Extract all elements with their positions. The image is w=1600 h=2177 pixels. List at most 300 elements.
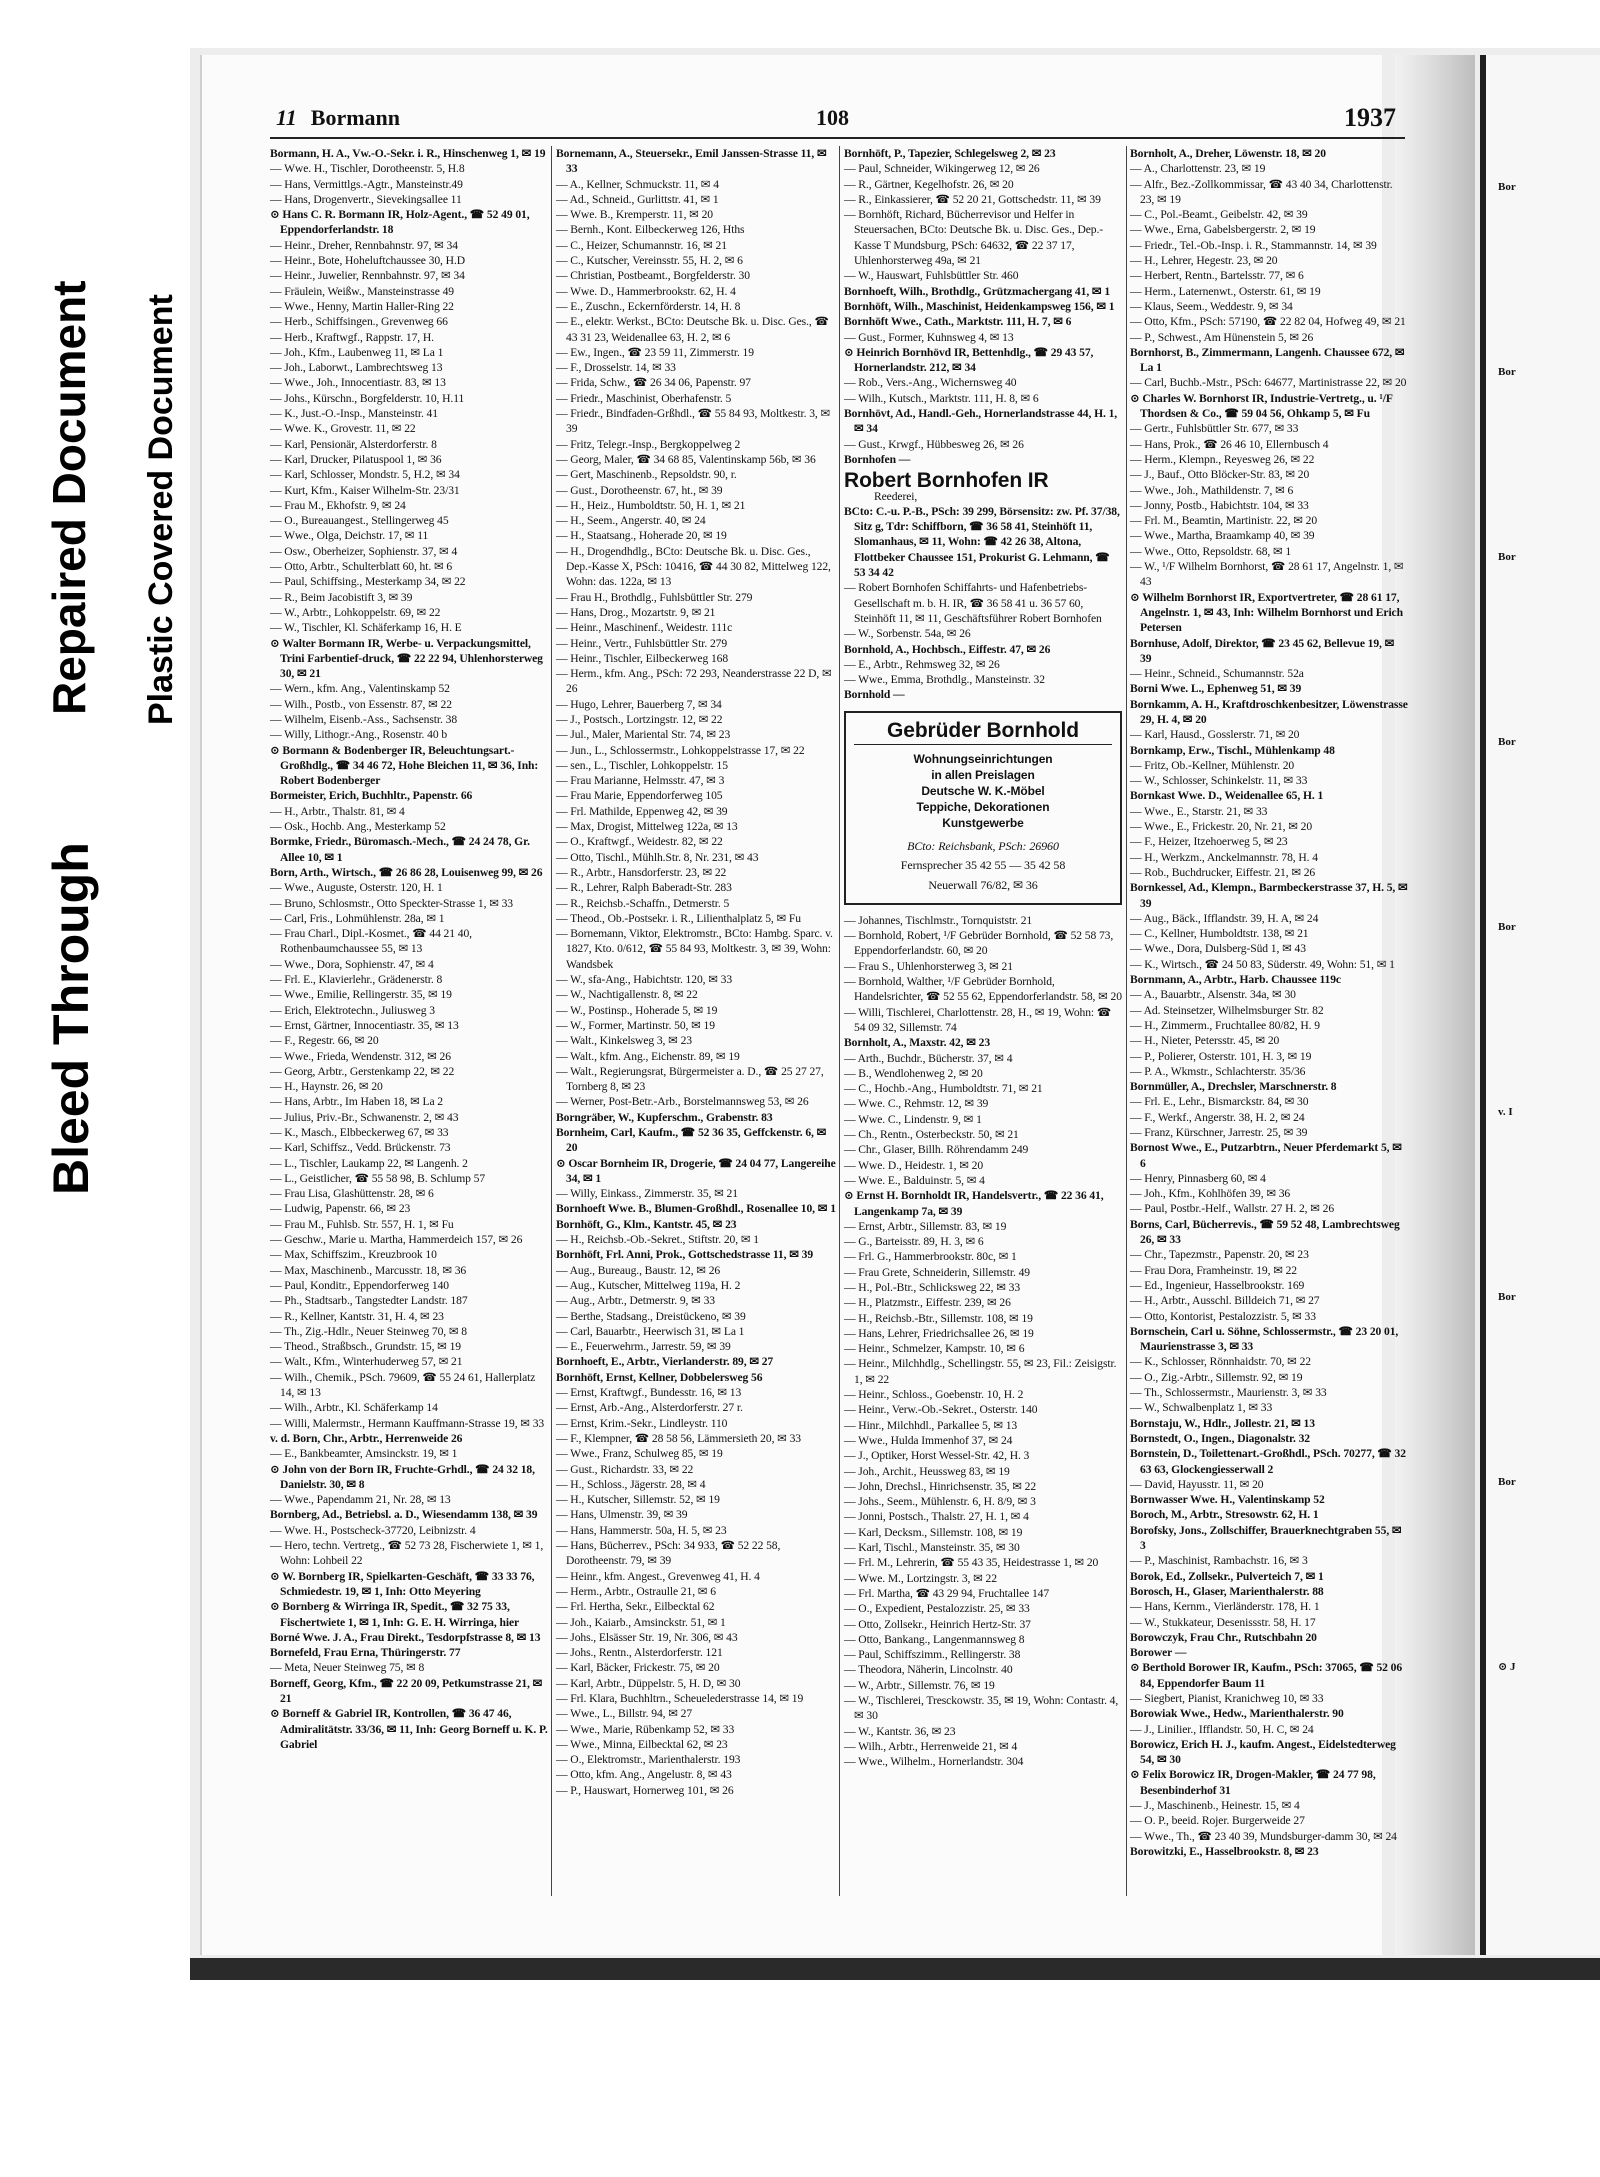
directory-entry: — Theod., Straßbsch., Grundstr. 15, ✉ 19 [270,1340,461,1354]
directory-entry: — Ernst, Arb.-Ang., Alsterdorferstr. 27 r. [556,1401,743,1415]
directory-entry: Bornefeld, Frau Erna, Thüringerstr. 77 [270,1646,461,1660]
featured-entry-subtitle: Reederei, [874,489,918,503]
directory-entry: — W., Tischler, Kl. Schäferkamp 16, H. E [270,621,462,635]
directory-entry: — W., Arbtr., Sillemstr. 76, ✉ 19 [844,1678,995,1692]
directory-entry: — R., Einkassierer, ☎ 52 20 21, Gottschedstr. 11, ✉ 39 [844,192,1101,206]
directory-entry: — C., Kellner, Humboldtstr. 138, ✉ 21 [1130,927,1309,941]
directory-entry: — Johs., Kürschn., Borgfelderstr. 10, H.11 [270,391,465,405]
directory-entry: — Hans, Vermittlgs.-Agtr., Mansteinstr.49 [270,177,463,191]
directory-entry: — H., Werkzm., Anckelmannstr. 78, H. 4 [1130,850,1318,864]
directory-entry: — Carl, Buchb.-Mstr., PSch: 64677, Martinistrasse 22, ✉ 20 [1130,376,1407,390]
directory-entry: — Paul, Schiffszimm., Rellingerstr. 38 [844,1648,1021,1662]
directory-entry: — Max, Drogist, Mittelweg 122a, ✉ 13 [556,820,738,834]
directory-entry: — W., Postinsp., Hoherade 5, ✉ 19 [556,1003,718,1017]
directory-entry: — Geschw., Marie u. Martha, Hammerdeich 157, ✉ 26 [270,1233,523,1247]
directory-entry: — Otto, Zollsekr., Heinrich Hertz-Str. 37 [844,1617,1031,1631]
directory-entry: — Wwe., E., Frickestr. 20, Nr. 21, ✉ 20 [1130,820,1313,834]
directory-entry: — H., Haynstr. 26, ✉ 20 [270,1080,383,1094]
directory-entry: — Wwe., Henny, Martin Haller-Ring 22 [270,299,454,313]
directory-entry: — F., Klempner, ☎ 28 58 56, Lämmersieth 20, ✉ 33 [556,1431,801,1445]
adjacent-page-fragment: ⊙ J [1498,1661,1516,1673]
directory-entry: — Johs., Rentn., Alsterdorferstr. 121 [556,1646,723,1660]
directory-entry: — Wwe., Th., ☎ 23 40 39, Mundsburger-damm 30, ✉ 24 [1130,1829,1397,1843]
directory-entry: — Wwe. C., Lindenstr. 9, ✉ 1 [844,1112,982,1126]
directory-entry: Borowiak Wwe., Hedw., Marienthalerstr. 90 [1130,1707,1344,1721]
directory-entry: — Ed., Ingenieur, Hasselbrookstr. 169 [1130,1278,1305,1292]
directory-entry: — Aug., Bureaug., Baustr. 12, ✉ 26 [556,1263,721,1277]
adjacent-page-fragment: Bor [1498,366,1516,378]
directory-entry: — Willi, Malermstr., Hermann Kauffmann-Strasse 19, ✉ 33 [270,1416,545,1430]
directory-column-4 [1130,146,1408,1859]
directory-entry: — O., Elektromstr., Marienthalerstr. 193 [556,1753,741,1767]
directory-entry: — L., Geistlicher, ☎ 55 58 98, B. Schlump 57 [270,1171,486,1185]
directory-entry: Borowicz, Erich H. J., kaufm. Angest., Eidelstedterweg 54, ✉ 30 [1130,1737,1396,1767]
directory-entry: — Frl. Mathilde, Eppenweg 42, ✉ 39 [556,804,728,818]
plastic-covered-label: Plastic Covered Document [142,294,180,725]
directory-entry: — J., Maschinenb., Heinestr. 15, ✉ 4 [1130,1799,1300,1813]
directory-entry: Bornholt, A., Maxstr. 42, ✉ 23 [844,1036,991,1050]
directory-entry: — E., Bankbeamter, Amsinckstr. 19, ✉ 1 [270,1447,458,1461]
directory-entry: — Jonny, Postb., Habichtstr. 104, ✉ 33 [1130,498,1309,512]
directory-entry: — Otto, Tischl., Mühlh.Str. 8, Nr. 231, ✉ 43 [556,850,759,864]
directory-entry: — Wwe., Martha, Braamkamp 40, ✉ 39 [1130,529,1315,543]
directory-entry: — Jul., Maler, Mariental Str. 74, ✉ 23 [556,728,731,742]
directory-entry: — W., Sorbenstr. 54a, ✉ 26 [844,627,971,641]
directory-entry: — Hugo, Lehrer, Bauerberg 7, ✉ 34 [556,697,722,711]
ad-line: Wohnungseinrichtungen [913,751,1053,766]
directory-entry: — Theod., Ob.-Postsekr. i. R., Lilienthalplatz 5, ✉ Fu [556,911,801,925]
directory-entry: — Ch., Rentn., Osterbeckstr. 50, ✉ 21 [844,1128,1019,1142]
directory-entry: Borower — [1130,1646,1187,1660]
directory-entry: — Hans, Hammerstr. 50a, H. 5, ✉ 23 [556,1523,727,1537]
directory-entry: — Karl, Schlosser, Mondstr. 5, H.2, ✉ 34 [270,468,460,482]
directory-entry: — L., Tischler, Laukamp 22, ✉ Langenh. 2 [270,1156,468,1170]
directory-entry: — Herm., Arbtr., Ostraulle 21, ✉ 6 [556,1584,716,1598]
page-number: 108 [816,105,849,130]
directory-entry: — Aug., Kutscher, Mittelweg 119a, H. 2 [556,1278,741,1292]
directory-entry: Bornhöft, P., Tapezier, Schlegelsweg 2, ✉ 23 [844,147,1056,160]
directory-entry: — Heinr., Milchhdlg., Schellingstr. 55, ✉ 23, Fil.: Zeisigstr. 1, ✉ 22 [844,1357,1117,1386]
ad-line: Kunstgewerbe [942,815,1024,830]
directory-entry: ⊙ Walter Bormann IR, Werbe- u. Verpackungsmittel, Trini Farbentief-druck, ☎ 22 22 94, Uhlenhorsterweg 30, ✉ 21 [270,636,543,681]
directory-entry: — Wwe., Franz, Schulweg 85, ✉ 19 [556,1447,723,1461]
directory-entry: — H., Seem., Angerstr. 40, ✉ 24 [556,514,706,528]
directory-entry: — W., Stukkateur, Desenissstr. 58, H. 17 [1130,1615,1316,1629]
directory-entry: — Wwe., Wilhelm., Hornerlandstr. 304 [844,1755,1024,1769]
directory-entry: Bornhöft, Ernst, Kellner, Dobbelersweg 56 [556,1370,763,1384]
directory-entry: — R., Kellner, Kantstr. 31, H. 4, ✉ 23 [270,1309,444,1323]
directory-entry: — Walt., Kfm., Winterhuderweg 57, ✉ 21 [270,1355,463,1369]
directory-entry: — Wilh., Kutsch., Marktstr. 111, H. 8, ✉ 6 [844,391,1039,405]
directory-entry: Bornkamp, Erw., Tischl., Mühlenkamp 48 [1130,743,1335,757]
directory-entry: — H., Arbtr., Thalstr. 81, ✉ 4 [270,804,405,818]
directory-entry: — Wwe., Otto, Repsoldstr. 68, ✉ 1 [1130,544,1292,558]
directory-entry: — Fritz, Ob.-Kellner, Mühlenstr. 20 [1130,758,1295,772]
directory-entry: — Friedr., Maschinist, Oberhafenstr. 5 [556,391,732,405]
directory-entry: — Gertr., Fuhlsbüttler Str. 677, ✉ 33 [1130,422,1299,436]
directory-entry: — Ph., Stadtsarb., Tangstedter Landstr. 187 [270,1294,468,1308]
directory-entry: Borowitzki, E., Hasselbrookstr. 8, ✉ 23 [1130,1844,1319,1858]
directory-entry: Borngräber, W., Kupferschm., Grabenstr. 83 [556,1110,773,1124]
directory-entry: — Ew., Ingen., ☎ 23 59 11, Zimmerstr. 19 [556,345,754,359]
directory-entry: — Heinr., Dreher, Rennbahnstr. 97, ✉ 34 [270,238,458,252]
directory-entry: Bornhöft, G., Klm., Kantstr. 45, ✉ 23 [556,1217,737,1231]
directory-entry: — Wwe., Minna, Eilbecktal 62, ✉ 23 [556,1737,728,1751]
directory-entry: — O., Bureauangest., Stellingerweg 45 [270,514,449,528]
directory-entry: — Paul, Konditr., Eppendorferweg 140 [270,1278,449,1292]
directory-entry: Bornhofen — [844,452,911,466]
directory-entry: — K., Masch., Elbbeckerweg 67, ✉ 33 [270,1126,449,1139]
directory-entry: — Walt., kfm. Ang., Eichenstr. 89, ✉ 19 [556,1049,740,1063]
directory-entry: — H., Kutscher, Sillemstr. 52, ✉ 19 [556,1493,720,1507]
directory-entry: — Hans, Drog., Mozartstr. 9, ✉ 21 [556,605,716,619]
directory-entry: — H., Lehrer, Hegestr. 23, ✉ 20 [1130,254,1278,268]
directory-entry: — Wwe., Auguste, Osterstr. 120, H. 1 [270,881,443,895]
directory-entry: Bornhold — [844,688,905,702]
directory-entry: — Max, Maschinenb., Marcusstr. 18, ✉ 36 [270,1263,467,1277]
directory-entry: — Paul, Postbr.-Helf., Wallstr. 27 H. 2, ✉ 26 [1130,1202,1335,1216]
directory-entry: — Jonni, Postsch., Thalstr. 27, H. 1, ✉ 4 [844,1510,1029,1524]
directory-entry: — Frau Lisa, Glashüttenstr. 28, ✉ 6 [270,1187,434,1201]
directory-entry: — Frl. Klara, Buchhltrn., Scheuelederstrasse 14, ✉ 19 [556,1691,804,1705]
directory-entry: — Joh., Laborwt., Lambrechtsweg 13 [270,361,443,375]
directory-entry: — R., Lehrer, Ralph Baberadt-Str. 283 [556,881,732,895]
directory-entry: — Max, Schiffszim., Kreuzbrook 10 [270,1248,437,1262]
adjacent-page-fragment: Bor [1498,181,1516,193]
adjacent-page-fragment: Bor [1498,551,1516,563]
directory-entry: — Paul, Schiffsing., Mesterkamp 34, ✉ 22 [270,575,466,589]
adjacent-page-fragment: Bor [1498,1291,1516,1303]
directory-entry: — Wern., kfm. Ang., Valentinskamp 52 [270,682,450,696]
directory-entry: Borok, Ed., Zollsekr., Pulverteich 7, ✉ 1 [1130,1569,1324,1583]
directory-entry: — Frl. G., Hammerbrookstr. 80c, ✉ 1 [844,1250,1017,1264]
directory-entry: — Ernst, Kraftwgf., Bundesstr. 16, ✉ 13 [556,1386,742,1400]
directory-entry: — Frau Charl., Dipl.-Kosmet., ☎ 44 21 40, Rothenbaumchaussee 55, ✉ 13 [270,927,472,956]
directory-entry: — Wilhelm, Eisenb.-Ass., Sachsenstr. 38 [270,712,458,726]
directory-entry: — Wilh., Arbtr., Herrenweide 21, ✉ 4 [844,1739,1018,1753]
directory-entry: — Heinr., Maschinenf., Weidestr. 111c [556,621,733,635]
directory-entry: — Herm., Laternenwt., Osterstr. 61, ✉ 19 [1130,284,1321,298]
adjacent-page-fragment: Bor [1498,736,1516,748]
directory-entry: — Christian, Postbeamt., Borgfelderstr. 30 [556,269,750,283]
directory-entry: — Chr., Glaser, Billh. Röhrendamm 249 [844,1143,1029,1157]
directory-entry: — Wilh., Postb., von Essenstr. 87, ✉ 22 [270,697,452,711]
directory-entry: — Wwe. E., Balduinstr. 5, ✉ 4 [844,1173,985,1187]
directory-entry: — Frau Marie, Eppendorferweg 105 [556,789,723,803]
directory-entry: — P., Schwest., Am Hünenstein 5, ✉ 26 [1130,330,1314,344]
directory-entry: — Johs., Elsässer Str. 19, Nr. 306, ✉ 43 [556,1630,738,1644]
directory-entry: — Hinr., Milchhdl., Parkallee 5, ✉ 13 [844,1418,1018,1432]
directory-entry: — Georg, Arbtr., Gerstenkamp 22, ✉ 22 [270,1064,455,1078]
ad-phone: Fernsprecher 35 42 55 — 35 42 58 [900,858,1066,873]
directory-entry: — Heinr., kfm. Angest., Grevenweg 41, H. 4 [556,1569,760,1583]
directory-entry: — Frau Dora, Framheinstr. 19, ✉ 22 [1130,1263,1297,1277]
directory-entry: — W., Hauswart, Fuhlsbüttler Str. 460 [844,269,1019,283]
directory-entry: — E., Zuschn., Eckernförderstr. 14, H. 8 [556,299,741,313]
directory-entry: — Carl, Bauarbtr., Heerwisch 31, ✉ La 1 [556,1324,745,1338]
directory-entry: — R., Beim Jacobistift 3, ✉ 39 [270,590,413,604]
directory-entry: — Carl, Fris., Lohmühlenstr. 28a, ✉ 1 [270,911,445,925]
directory-entry: — Arth., Buchdr., Bücherstr. 37, ✉ 4 [844,1051,1013,1065]
directory-entry: — Karl, Bäcker, Frickestr. 75, ✉ 20 [556,1661,720,1675]
directory-entry: — H., Drogendhdlg., BCto: Deutsche Bk. u. Disc. Ges., Dep.-Kasse X, PSch: 10416, ☎ 44 30 82, Mittelweg 122, Wohn: das. 122a, ✉ 13 [556,544,831,589]
directory-entry: — H., Arbtr., Ausschl. Billdeich 71, ✉ 27 [1130,1294,1320,1308]
directory-entry: Bornstedt, O., Ingen., Diagonalstr. 32 [1130,1431,1311,1445]
directory-entry: Bornemann, A., Steuersekr., Emil Janssen-Strasse 11, ✉ 33 [556,147,827,176]
annotation-labels [0,0,200,2177]
directory-entry: Borns, Carl, Bücherrevis., ☎ 59 52 48, Lambrechtsweg 26, ✉ 33 [1130,1217,1400,1247]
directory-entry: — Frau M., Ekhofstr. 9, ✉ 24 [270,498,406,512]
directory-entry: — F., Drosselstr. 14, ✉ 33 [556,361,676,375]
directory-entry: Bornwasser Wwe. H., Valentinskamp 52 [1130,1493,1325,1507]
directory-entry: — Erich, Elektrotechn., Juliusweg 3 [270,1003,435,1017]
directory-entry: Bornstein, D., Toilettenart.-Großhdl., PSch. 70277, ☎ 32 63 63, Glockengiesserwall 2 [1130,1447,1406,1476]
directory-entry: — Heinr., Tischler, Eilbeckerweg 168 [556,651,729,665]
directory-entry: — Wwe., Joh., Mathildenstr. 7, ✉ 6 [1130,483,1294,497]
directory-entry: — David, Hayusstr. 11, ✉ 20 [1130,1477,1264,1491]
directory-entry: Borné Wwe. J. A., Frau Direkt., Tesdorpfstrasse 8, ✉ 13 [270,1630,541,1644]
ad-lines [854,751,1112,831]
directory-entry: — Karl, Tischl., Mansteinstr. 35, ✉ 30 [844,1541,1020,1555]
directory-entry: — Bornhold, Walther, ¹/F Gebrüder Bornhold, Handelsrichter, ☎ 52 55 62, Eppendorferlandstr. 58, ✉ 20 [844,975,1122,1004]
directory-entry: ⊙ Charles W. Bornhorst IR, Industrie-Vertretg., u. ¹/F Thordsen & Co., ☎ 59 04 56, Ohkamp 5, ✉ Fu [1130,391,1393,421]
directory-entry: — Friedr., Tel.-Ob.-Insp. i. R., Stammannstr. 14, ✉ 39 [1130,238,1377,252]
directory-entry: Bornschein, Carl u. Söhne, Schlossermstr., ☎ 23 20 01, Maurienstrasse 3, ✉ 33 [1130,1324,1399,1354]
directory-entry: — Willy, Einkass., Zimmerstr. 35, ✉ 21 [556,1187,738,1201]
directory-entry: — Wwe., Emilie, Rellingerstr. 35, ✉ 19 [270,988,452,1002]
ad-bank: BCto: Reichsbank, PSch: 26960 [907,838,1059,853]
directory-entry: — Osk., Hochb. Ang., Mesterkamp 52 [270,820,446,834]
directory-entry: — F., Werkf., Angerstr. 38, H. 2, ✉ 24 [1130,1110,1305,1124]
directory-entry: — Fräulein, Weißw., Mansteinstrasse 49 [270,284,454,298]
directory-entry: — W., Schlosser, Schinkelstr. 11, ✉ 33 [1130,774,1308,788]
directory-entry: — Wwe., Emma, Brothdlg., Mansteinstr. 32 [844,673,1045,687]
directory-entry: Bornmann, A., Arbtr., Harb. Chaussee 119c [1130,973,1341,987]
directory-entry: — Johs., Seem., Mühlenstr. 6, H. 8/9, ✉ 3 [844,1495,1036,1509]
featured-entry [844,469,1122,702]
directory-entry: — Frl. Hertha, Sekr., Eilbecktal 62 [556,1600,715,1614]
directory-entry: — Johannes, Tischlmstr., Tornquiststr. 21 [844,913,1033,927]
directory-entry: — Hero, techn. Vertretg., ☎ 52 73 28, Fischerwiete 1, ✉ 1, Wohn: Lohbeil 22 [270,1539,544,1568]
directory-entry: — Wwe., Erna, Gabelsbergerstr. 2, ✉ 19 [1130,223,1316,237]
directory-entry: — Heinr., Schmelzer, Kampstr. 10, ✉ 6 [844,1342,1025,1356]
directory-entry: — J., Linilier., Ifflandstr. 50, H. C, ✉ 24 [1130,1722,1314,1736]
directory-entry: — O., Kraftwgf., Weidestr. 82, ✉ 22 [556,835,723,849]
directory-entry: — B., Wendlohenweg 2, ✉ 20 [844,1066,983,1080]
directory-entry: — H., Platzmstr., Eiffestr. 239, ✉ 26 [844,1296,1011,1310]
directory-entry: — Wwe., E., Starstr. 21, ✉ 33 [1130,804,1268,818]
directory-entry: — Karl, Hausd., Gosslerstr. 71, ✉ 20 [1130,728,1300,742]
directory-entry: ⊙ Oscar Bornheim IR, Drogerie, ☎ 24 04 77, Langereihe 34, ✉ 1 [556,1156,836,1185]
featured-entry-details [844,504,1122,703]
directory-entry: — Herbert, Rentn., Bartelsstr. 77, ✉ 6 [1130,269,1304,283]
adjacent-page-fragment: v. I [1498,1106,1513,1118]
directory-entry: — Frl. E., Lehr., Bismarckstr. 84, ✉ 30 [1130,1095,1309,1109]
directory-entry: — Wwe., Dora, Dulsberg-Süd 1, ✉ 43 [1130,942,1306,956]
directory-entry: — Meta, Neuer Steinweg 75, ✉ 8 [270,1661,425,1675]
adjacent-page-fragment: Bor [1498,921,1516,933]
directory-entry: — Joh., Kaiarb., Amsinckstr. 51, ✉ 1 [556,1615,726,1629]
directory-entry: — Wwe. D., Heidestr. 1, ✉ 20 [844,1158,984,1172]
directory-entry: — P., Maschinist, Rambachstr. 16, ✉ 3 [1130,1554,1308,1568]
directory-entry: Bornhövt, Ad., Handl.-Geh., Hornerlandstrasse 44, H. 1, ✉ 34 [844,407,1118,436]
directory-entry: ⊙ Bornberg & Wirringa IR, Spedit., ☎ 32 75 33, Fischertwiete 1, ✉ 1, Inh: G. E. H. Wirringa, hier [270,1600,520,1629]
running-head-title: Bormann [310,105,401,130]
page-header [276,105,1396,139]
directory-entry: — Georg, Maler, ☎ 34 68 85, Valentinskamp 56b, ✉ 36 [556,452,816,466]
year-label: 1937 [1344,103,1396,132]
directory-column-1 [270,146,548,1752]
directory-entry: Bornhorst, B., Zimmermann, Langenh. Chaussee 672, ✉ La 1 [1130,345,1405,375]
directory-entry: ⊙ Heinrich Bornhövd IR, Bettenhdlg., ☎ 29 43 57, Hornerlandstr. 212, ✉ 34 [844,345,1094,375]
directory-entry: Boroch, M., Arbtr., Stresowstr. 62, H. 1 [1130,1508,1319,1522]
directory-entry: — Friedr., Bindfaden-Grßhdl., ☎ 55 84 93, Moltkestr. 3, ✉ 39 [556,407,831,436]
directory-column-2 [556,146,836,1798]
directory-entry: Bornhöft, Frl. Anni, Prok., Gottschedstrasse 11, ✉ 39 [556,1248,814,1262]
directory-entry: — Werner, Post-Betr.-Arb., Borstelmannsweg 53, ✉ 26 [556,1095,809,1109]
directory-entry: — Ad. Steinsetzer, Wilhelmsburger Str. 82 [1130,1003,1324,1017]
directory-entry: — Gust., Former, Kuhnsweg 4, ✉ 13 [844,330,1014,344]
adjacent-page-fragment: Bor [1498,1476,1516,1488]
directory-entry: — Henry, Pinnasberg 60, ✉ 4 [1130,1171,1266,1185]
directory-entry: Borosch, H., Glaser, Marienthalerstr. 88 [1130,1584,1324,1598]
directory-entry: ⊙ Hans C. R. Bormann IR, Holz-Agent., ☎ 52 49 01, Eppendorferlandstr. 18 [270,208,530,237]
directory-entry: — Osw., Oberheizer, Sophienstr. 37, ✉ 4 [270,544,458,558]
directory-entry: Borofsky, Jons., Zollschiffer, Brauerknechtgraben 55, ✉ 3 [1130,1523,1402,1553]
directory-entry: — sen., L., Tischler, Lohkoppelstr. 15 [556,758,728,772]
directory-entry: — Frau S., Uhlenhorsterweg 3, ✉ 21 [844,959,1013,973]
directory-entry: — Siegbert, Pianist, Kranichweg 10, ✉ 33 [1130,1691,1324,1705]
directory-entry: — Wwe., Papendamm 21, Nr. 28, ✉ 13 [270,1493,451,1507]
directory-entry: — Aug., Arbtr., Detmerstr. 9, ✉ 33 [556,1294,715,1308]
bleed-through-label: Bleed Through [43,842,99,1195]
column-3-entries [844,146,1122,467]
directory-entry: — Walt., Regierungsrat, Bürgermeister a. D., ☎ 25 27 27, Tornberg 8, ✉ 23 [556,1064,824,1094]
directory-entry: — Gust., Richardstr. 33, ✉ 22 [556,1462,694,1476]
directory-entry: — Wwe. K., Grovestr. 11, ✉ 22 [270,422,416,436]
directory-entry: Bornheim, Carl, Kaufm., ☎ 52 36 35, Geffckenstr. 6, ✉ 20 [556,1126,827,1155]
featured-entry-title: Robert Bornhofen IR [844,469,1049,493]
directory-entry: v. d. Born, Chr., Arbtr., Herrenweide 26 [270,1431,463,1445]
directory-entry: — Ernst, Arbtr., Sillemstr. 83, ✉ 19 [844,1219,1007,1233]
directory-entry: ⊙ Berthold Borower IR, Kaufm., PSch: 37065, ☎ 52 06 84, Eppendorfer Baum 11 [1130,1661,1403,1690]
directory-entry: — C., Pol.-Beamt., Geibelstr. 42, ✉ 39 [1130,208,1308,222]
directory-entry: Bormann, H. A., Vw.-O.-Sekr. i. R., Hinschenweg 1, ✉ 19 [270,147,546,160]
directory-entry: — O. P., beeid. Rojer. Burgerweide 27 [1130,1814,1305,1828]
directory-entry: — Bruno, Schlosmstr., Otto Speckter-Strasse 1, ✉ 33 [270,896,514,910]
directory-entry: ⊙ Felix Borowicz IR, Drogen-Makler, ☎ 24 77 98, Besenbinderhof 31 [1130,1768,1376,1797]
directory-entry: — Wilh., Chemik., PSch. 79609, ☎ 55 24 61, Hallerplatz 14, ✉ 13 [270,1370,536,1400]
directory-entry: — Julius, Priv.-Br., Schwanenstr. 2, ✉ 43 [270,1110,459,1124]
directory-entry: Bornstaju, W., Hdlr., Jollestr. 21, ✉ 13 [1130,1416,1315,1430]
directory-entry: — Karl, Schiffsz., Vedd. Brückenstr. 73 [270,1141,451,1155]
directory-entry: — Otto, Kfm., PSch: 57190, ☎ 22 82 04, Hofweg 49, ✉ 21 [1130,315,1406,329]
directory-entry: — Ernst, Gärtner, Innocentiastr. 35, ✉ 13 [270,1018,459,1032]
directory-entry: — Heinr., Schloss., Goebenstr. 10, H. 2 [844,1388,1024,1402]
directory-entry: — W., sfa-Ang., Habichtstr. 120, ✉ 33 [556,973,733,987]
directory-entry: Bormke, Friedr., Büromasch.-Mech., ☎ 24 24 78, Gr. Allee 10, ✉ 1 [270,835,530,864]
directory-entry: — Hans, Kernm., Vierländerstr. 178, H. 1 [1130,1600,1320,1614]
directory-entry: — Wwe. C., Rehmstr. 12, ✉ 39 [844,1097,989,1111]
directory-entry: — H., Reichsb.-Btr., Sillemstr. 108, ✉ 19 [844,1311,1033,1325]
directory-entry: — Bernh., Kont. Eilbeckerweg 126, Hths [556,223,745,237]
directory-entry: — W., Nachtigallenstr. 8, ✉ 22 [556,988,698,1002]
directory-entry: — E., Arbtr., Rehmsweg 32, ✉ 26 [844,657,1000,671]
directory-entry: — Otto, kfm. Ang., Angelustr. 8, ✉ 43 [556,1768,732,1782]
directory-entry: — Franz, Kürschner, Jarrestr. 25, ✉ 39 [1130,1126,1308,1139]
directory-entry: — Joh., Kfm., Kohlhöfen 39, ✉ 36 [1130,1187,1291,1201]
directory-entry: — Hans, Prok., ☎ 26 46 10, Ellernbusch 4 [1130,437,1329,451]
column-rule [1126,146,1127,1896]
directory-column-3 [844,146,1122,1770]
directory-entry: — Alfr., Bez.-Zollkommissar, ☎ 43 40 34, Charlottenstr. 23, ✉ 19 [1130,177,1393,206]
directory-entry: — Bornemann, Viktor, Elektromstr., BCto: Hambg. Sparc. v. 1827, Kto. 0/612, ☎ 55 84 93, Moltkestr. 3, ✉ 39, Wohn: Wandsbek [556,927,833,971]
directory-entry: — Frl. Martha, ☎ 43 29 94, Fruchtallee 147 [844,1586,1050,1600]
directory-entry: — Frl. M., Lehrerin, ☎ 55 43 35, Heidestrasse 1, ✉ 20 [844,1556,1099,1570]
directory-entry: — Theodora, Näherin, Lincolnstr. 40 [844,1663,1013,1677]
directory-entry: — P., Hauswart, Hornerweg 101, ✉ 26 [556,1783,734,1797]
directory-entry: — H., Nieter, Petersstr. 45, ✉ 20 [1130,1034,1280,1048]
directory-entry: Bornmüller, A., Drechsler, Marschnerstr. 8 [1130,1080,1337,1094]
directory-entry: Bornkessel, Ad., Klempn., Barmbeckerstrasse 37, H. 5, ✉ 39 [1130,881,1408,910]
directory-entry: — Fritz, Telegr.-Insp., Bergkoppelweg 2 [556,437,741,451]
directory-entry: — Ad., Schneid., Gurlittstr. 41, ✉ 1 [556,192,719,206]
directory-entry: — Wwe., Olga, Deichstr. 17, ✉ 11 [270,529,429,543]
directory-entry: — K., Wirtsch., ☎ 24 50 83, Süderstr. 49, Wohn: 51, ✉ 1 [1130,957,1395,971]
directory-entry: — W., Kantstr. 36, ✉ 23 [844,1724,956,1738]
directory-entry: ⊙ W. Bornberg IR, Spielkarten-Geschäft, ☎ 33 33 76, Schmiedestr. 19, ✉ 1, Inh: Otto Meyering [270,1569,535,1598]
directory-entry: — Heinr., Bote, Hoheluftchaussee 30, H.D [270,254,465,268]
directory-entry: — R., Gärtner, Kegelhofstr. 26, ✉ 20 [844,177,1014,191]
directory-entry: BCto: C.-u. P.-B., PSch: 39 299, Börsensitz: zw. Pf. 37/38, Sitz g, Tdr: Schiffborn, ☎ 36 58 41, Steinhöft 11, Slomanhaus, ✉ 11, Wohn: ☎ 42 26 38, Altona, Flottbeker Chaussee 151, Prokurist G. Lehmann, ☎ 53 34 42 [844,504,1120,580]
directory-entry: — Walt., Kinkelsweg 3, ✉ 23 [556,1034,692,1048]
directory-entry: ⊙ Wilhelm Bornhorst IR, Exportvertreter, ☎ 28 61 17, Angelnstr. 1, ✉ 43, Inh: Wilhelm Bornhorst und Erich Petersen [1130,590,1403,635]
directory-entry: — Otto, Bankang., Langenmannsweg 8 [844,1632,1025,1646]
directory-entry: — Wwe., Hulda Immenhof 37, ✉ 24 [844,1433,1013,1447]
directory-entry: — F., Heizer, Itzehoerweg 5, ✉ 23 [1130,835,1288,849]
directory-entry: — Th., Schlossermstr., Maurienstr. 3, ✉ 33 [1130,1386,1327,1400]
directory-entry: Bornhoeft, E., Arbtr., Vierlanderstr. 89, ✉ 27 [556,1355,774,1369]
directory-entry: — W., Schwalbenplatz 1, ✉ 33 [1130,1401,1273,1415]
adjacent-page-strip [1480,55,1600,1955]
directory-entry: — Heinr., Schneid., Schumannstr. 52a [1130,667,1304,681]
directory-entry: — Otto, Kontorist, Pestalozzistr. 5, ✉ 33 [1130,1309,1316,1323]
directory-entry: Bornhöft Wwe., Cath., Marktstr. 111, H. 7, ✉ 6 [844,315,1072,329]
directory-entry: Born, Arth., Wirtsch., ☎ 26 86 28, Louisenweg 99, ✉ 26 [270,865,543,879]
directory-entry: — Berthe, Stadsang., Dreistückeno, ✉ 39 [556,1309,746,1323]
directory-entry: — Gust., Dorotheenstr. 67, ht., ✉ 39 [556,483,723,497]
directory-entry: — Heinr., Vertr., Fuhlsbüttler Str. 279 [556,636,728,650]
directory-entry: — C., Kutscher, Vereinsstr. 55, H. 2, ✉ 6 [556,254,743,268]
directory-entry: — E., Feuerwehrm., Jarrestr. 59, ✉ 39 [556,1340,731,1354]
directory-entry: — O., Zig.-Arbtr., Sillemstr. 92, ✉ 19 [1130,1370,1303,1384]
directory-entry: — Ludwig, Papenstr. 66, ✉ 23 [270,1202,411,1216]
directory-entry: — Bornhöft, Richard, Bücherrevisor und Helfer in Steuersachen, BCto: Deutsche Bk. u. Disc. Ges., Dep.-Kasse T Mundsburg, PSch: 64632, ☎ 22 37 17, Uhlenhorsterweg 49a, ✉ 21 [844,208,1104,268]
directory-entry: — Karl, Drucker, Pilatuspool 1, ✉ 36 [270,452,442,466]
directory-entry: — Bornhold, Robert, ¹/F Gebrüder Bornhold, ☎ 52 58 73, Eppendorferlandstr. 60, ✉ 20 [844,929,1114,958]
directory-entry: — W., Former, Martinstr. 50, ✉ 19 [556,1018,715,1032]
directory-entry: — Hans, Drogenvertr., Sievekingsallee 11 [270,192,462,206]
directory-entry: — Ernst, Krim.-Sekr., Lindleystr. 110 [556,1416,728,1430]
directory-entry: — A., Charlottenstr. 23, ✉ 19 [1130,162,1266,176]
directory-entry: ⊙ John von der Born IR, Fruchte-Grhdl., ☎ 24 32 18, Danielstr. 30, ✉ 8 [270,1462,535,1491]
directory-entry: — C., Hochb.-Ang., Humboldtstr. 71, ✉ 21 [844,1082,1043,1096]
directory-entry: — J., Postsch., Lortzingstr. 12, ✉ 22 [556,712,723,726]
directory-entry: — Herb., Kraftwgf., Rappstr. 17, H. [270,330,434,344]
directory-entry: Bormeister, Erich, Buchhltr., Papenstr. 66 [270,789,473,803]
directory-entry: — Frau M., Fuhlsb. Str. 557, H. 1, ✉ Fu [270,1217,454,1231]
directory-entry: Bornkast Wwe. D., Weidenallee 65, H. 1 [1130,789,1324,803]
